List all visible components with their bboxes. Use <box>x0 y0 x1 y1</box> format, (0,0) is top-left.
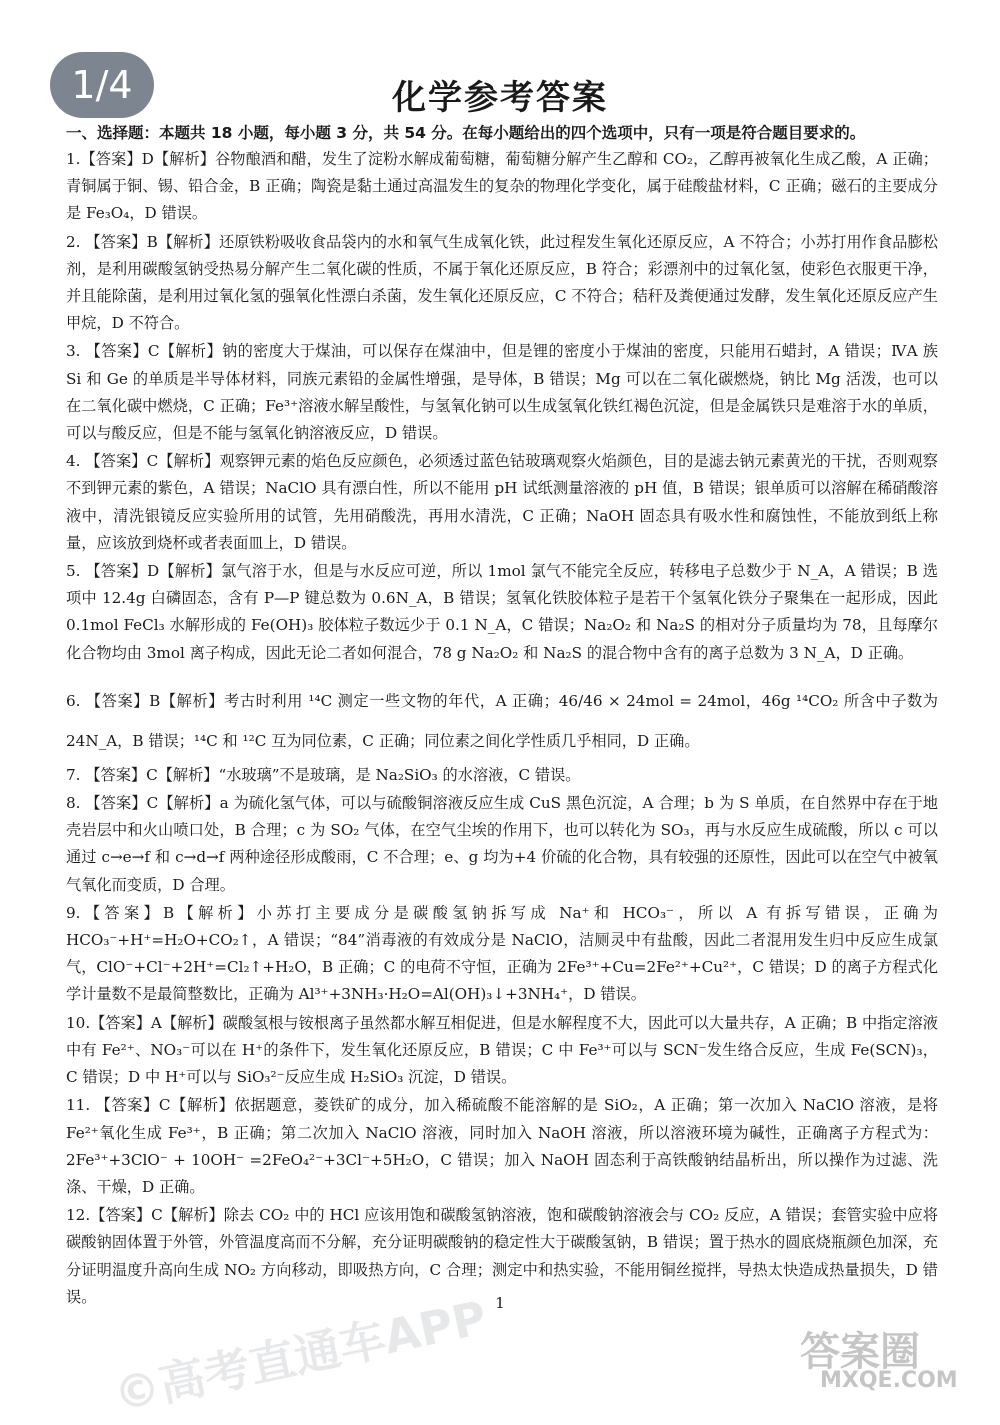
answer-item-2: 2. 【答案】B【解析】还原铁粉吸收食品袋内的水和氧气生成氧化铁，此过程发生氧化还原反应，A 不符合；小苏打用作食品膨松剂，是利用碳酸氢钠受热易分解产生二氧化碳的性质，不属于氧化还原反应，B 符合；彩漂剂中的过氧化氢，使彩色衣服更干净，并且能除菌，是利用过氧化氢的强氧化性漂白杀菌，发生氧化还原反应，C 不符合；秸秆及粪便通过发酵，发生氧化还原反应产生甲烷，D 不符合。 <box>66 232 938 333</box>
answer-item-10: 10.【答案】A【解析】碳酸氢根与铵根离子虽然都水解互相促进，但是水解程度不大，因此可以大量共存，A 正确；B 中指定溶液中有 Fe²⁺、NO₃⁻可以在 H⁺的条件下，发生氧化还原反应，B 错误；C 中 Fe³⁺可以与 SCN⁻发生络合反应，生成 Fe(SCN)₃，C 错误；D 中 H⁺可以与 SiO₃²⁻反应生成 H₂SiO₃ 沉淀，D 错误。 <box>66 1013 938 1087</box>
answer-item-9: 9.【答案】B【解析】小苏打主要成分是碳酸氢钠拆写成 Na⁺和 HCO₃⁻，所以 A 有拆写错误，正确为 HCO₃⁻+H⁺=H₂O+CO₂↑，A 错误；“84”消毒液的有效成分是 NaClO，洁厕灵中有盐酸，因此二者混用发生归中反应生成氯气，ClO⁻+Cl⁻+2H⁺=Cl₂↑+H₂O，B 正确；C 的电荷不守恒，正确为 2Fe³⁺+Cu=2Fe²⁺+Cu²⁺，C 错误；D 的离子方程式化学计量数不是最简整数比，正确为 Al³⁺+3NH₃·H₂O=Al(OH)₃↓+3NH₄⁺，D 错误。 <box>66 903 938 1004</box>
answer-item-11: 11. 【答案】C【解析】依据题意，菱铁矿的成分，加入稀硫酸不能溶解的是 SiO₂，A 正确；第一次加入 NaClO 溶液，是将 Fe²⁺氧化生成 Fe³⁺，B 正确；第二次加入 NaClO 溶液，同时加入 NaOH 溶液，所以溶液环境为碱性，正确离子方程式为：2Fe³⁺+3ClO⁻ + 10OH⁻ =2FeO₄²⁻+3Cl⁻+5H₂O，C 错误；加入 NaOH 固态利于高铁酸钠结晶析出，所以操作为过滤、洗涤、干燥，D 正确。 <box>66 1096 938 1196</box>
answer-item-7: 7. 【答案】C【解析】“水玻璃”不是玻璃，是 Na₂SiO₃ 的水溶液，C 错误。 <box>66 765 581 784</box>
watermark-url: MXQE.COM <box>820 1368 958 1393</box>
watermark-text: ©高考直通车APP <box>109 1290 492 1422</box>
answer-item-8: 8. 【答案】C【解析】a 为硫化氢气体，可以与硫酸铜溶液反应生成 CuS 黑色沉淀，A 合理；b 为 S 单质，在自然界中存在于地壳岩层中和火山喷口处，B 合理；c 为 SO₂ 气体，在空气尘埃的作用下，也可以转化为 SO₃，再与水反应生成硫酸，所以 c 可以通过 c→e→f 和 c→d→f 两种途径形成酸雨，C 不合理；e、g 均为+4 价硫的化合物，具有较强的还原性，因此可以在空气中被氧气氧化而变质，D 合理。 <box>66 794 938 894</box>
answer-item-4: 4. 【答案】C【解析】观察钾元素的焰色反应颜色，必须透过蓝色钴玻璃观察火焰颜色，目的是滤去钠元素黄光的干扰，否则观察不到钾元素的紫色，A 错误；NaClO 具有漂白性，所以不能用 pH 试纸测量溶液的 pH 值，B 错误；银单质可以溶解在稀硝酸溶液中，清洗银镜反应实验所用的试管，先用硝酸洗，再用水清洗，C 正确；NaOH 固态具有吸水性和腐蚀性，不能放到纸上称量，应该放到烧杯或者表面皿上，D 错误。 <box>66 452 938 552</box>
page-number: 1 <box>495 1294 505 1312</box>
page-title: 化学参考答案 <box>392 78 608 118</box>
watermark-logo: 答案圈 <box>800 1329 920 1375</box>
answer-item-6: 6. 【答案】B【解析】考古时利用 ¹⁴C 测定一些文物的年代，A 正确；46/46 × 24mol = 24mol，46g ¹⁴CO₂ 所含中子数为 24N_A，B 错误；¹⁴C 和 ¹²C 互为同位素，C 正确；同位素之间化学性质几乎相同，D 正确。 <box>66 691 938 750</box>
answer-item-3: 3. 【答案】C【解析】钠的密度大于煤油，可以保存在煤油中，但是锂的密度小于煤油的密度，只能用石蜡封，A 错误；ⅣA 族 Si 和 Ge 的单质是半导体材料，同族元素铅的金属性增强，是导体，B 错误；Mg 可以在二氧化碳燃烧，钠比 Mg 活泼，也可以在二氧化碳中燃烧，C 正确；Fe³⁺溶液水解呈酸性，与氢氧化钠可以生成氢氧化铁红褐色沉淀，但是金属铁只是难溶于水的单质，可以与酸反应，但是不能与氢氧化钠溶液反应，D 错误。 <box>66 342 938 443</box>
answer-list <box>66 146 938 1312</box>
answer-item-1: 1.【答案】D【解析】谷物酿酒和醋，发生了淀粉水解成葡萄糖，葡萄糖分解产生乙醇和 CO₂，乙醇再被氧化生成乙酸，A 正确；青铜属于铜、锡、铅合金，B 正确；陶瓷是黏土通过高温发生的复杂的物理化学变化，属于硅酸盐材料，C 正确；磁石的主要成分是 Fe₃O₄，D 错误。 <box>66 150 938 223</box>
answer-item-12: 12.【答案】C【解析】除去 CO₂ 中的 HCl 应该用饱和碳酸氢钠溶液，饱和碳酸钠溶液会与 CO₂ 反应，A 错误；套管实验中应将碳酸钠固体置于外管，外管温度高而不分解，充分证明碳酸钠的稳定性大于碳酸氢钠，B 错误；置于热水的圆底烧瓶颜色加深，充分证明温度升高向生成 NO₂ 方向移动，即吸热方向，C 合理；测定中和热实验，不能用铜丝搅拌，导热太快造成热量损失，D 错误。 <box>66 1206 938 1306</box>
section-heading: 一、选择题：本题共 18 小题，每小题 3 分，共 54 分。在每小题给出的四个选项中，只有一项是符合题目要求的。 <box>66 124 866 142</box>
answer-item-5: 5. 【答案】D【解析】氯气溶于水，但是与水反应可逆，所以 1mol 氯气不能完全反应，转移电子总数少于 N_A，A 错误；B 选项中 12.4g 白磷固态，含有 P—P 键总数为 0.6N_A，B 错误；氢氧化铁胶体粒子是若干个氢氧化铁分子聚集在一起形成，因此 0.1mol FeCl₃ 水解形成的 Fe(OH)₃ 胶体粒子数远少于 0.1 N_A，C 错误；Na₂O₂ 和 Na₂S 的相对分子质量均为 78，且每摩尔化合物均由 3mol 离子构成，因此无论二者如何混合，78 g Na₂O₂ 和 Na₂S 的混合物中含有的离子总数为 3 N_A，D 正确。 <box>66 562 938 662</box>
page-badge: 1/4 <box>50 52 154 118</box>
